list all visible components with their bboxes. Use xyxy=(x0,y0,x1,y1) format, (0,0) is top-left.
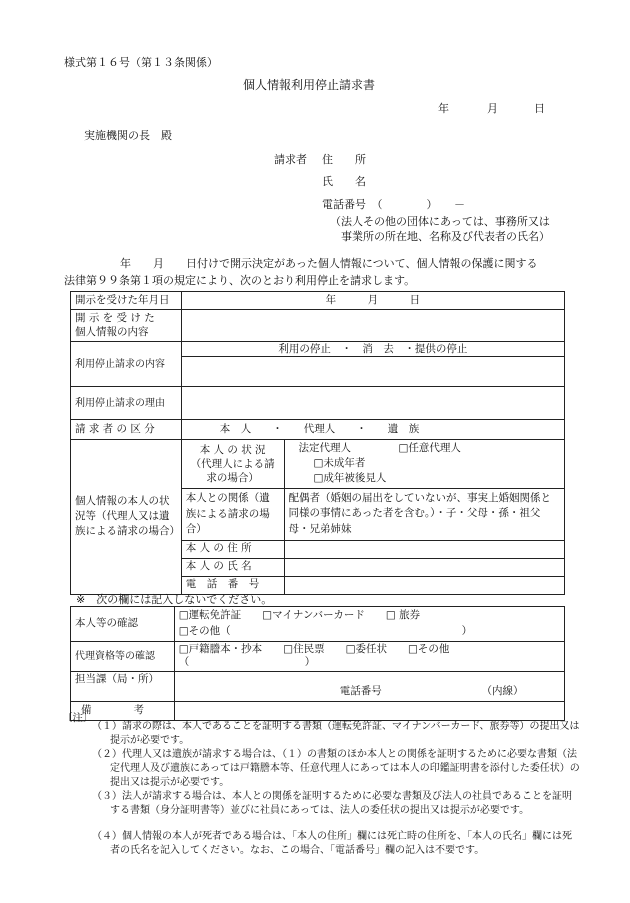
remarks-field xyxy=(174,701,564,720)
note-1: （１）請求の際は、本人であることを証明する書類（運転免許証、マイナンバーカード、旅券等）の提出又は提示が必要です。 xyxy=(92,721,580,746)
addressee: 実施機関の長 殿 xyxy=(84,129,172,142)
requester-address-label: 住 所 xyxy=(322,153,366,166)
note-4: （４）個人情報の本人が死者である場合は、「本人の住所」欄には死亡時の住所を、「本人の氏名」欄には死者の氏名を記入してください。なお、この場合、「電話番号」欄の記入は不要です。 xyxy=(92,831,572,856)
corp-note-line1: （法人その他の団体にあっては、事務所又は xyxy=(330,215,550,228)
remarks-label: 備 考 xyxy=(71,701,175,720)
notes-header: 〔注〕 xyxy=(62,712,94,724)
office-use-table xyxy=(70,606,565,721)
disclosure-date-field[interactable]: 年 月 日 xyxy=(181,292,564,310)
disclosure-date-label: 開示を受けた年月日 xyxy=(71,292,182,310)
note-2: （２）代理人又は遺族が請求する場合は、（１）の書類のほか本人との関係を証明するために必要な書類（法定代理人及び遺族にあっては戸籍謄本等、任意代理人にあっては本人の印鑑証明書を添付した委任状）の提出又は提示が必要です。 xyxy=(92,749,580,788)
adult-guardian-option[interactable]: □成年被後見人 xyxy=(313,472,387,485)
request-content-options[interactable]: 利用の停止 ・ 消 去 ・提供の停止 xyxy=(182,342,564,357)
department-phone: 電話番号 （内線） xyxy=(174,671,564,701)
identity-check-field xyxy=(174,607,564,642)
corp-note-line2: 事業所の所在地、名称及び代表者の氏名） xyxy=(341,230,550,243)
form-number: 様式第１６号（第１３条関係） xyxy=(64,56,218,69)
department-label: 担当課（局・所） xyxy=(71,671,175,701)
identity-options-line1: □運転免許証 □マイナンバーカード □ 旅券 xyxy=(178,609,421,621)
principal-status-field[interactable] xyxy=(284,440,564,489)
requester-name-label: 氏 名 xyxy=(322,175,366,188)
legal-agent-option[interactable]: 法定代理人 xyxy=(298,442,352,454)
form-title: 個人情報利用停止請求書 xyxy=(243,78,376,92)
date-month-label: 月 xyxy=(487,102,498,115)
request-reason-label: 利用停止請求の理由 xyxy=(71,387,182,420)
status-group-label: 個人情報の本人の状況等（代理人又は遺族による請求の場合） xyxy=(71,440,182,595)
principal-address-field[interactable] xyxy=(284,540,564,558)
request-content-field[interactable] xyxy=(181,342,564,387)
voluntary-agent-option[interactable]: □任意代理人 xyxy=(398,442,461,454)
minor-option[interactable]: □未成年者 xyxy=(313,457,366,470)
request-table xyxy=(70,291,565,595)
category-options[interactable]: 本 人 ・ 代理人 ・ 遺 族 xyxy=(181,420,564,440)
disclosed-info-label-line1: 開 示 を 受 け た xyxy=(75,311,155,324)
request-reason-field[interactable] xyxy=(181,387,564,420)
agent-check-options: □戸籍謄本・抄本 □住民票 □委任状 □その他（ ） xyxy=(174,641,564,671)
date-day-label: 日 xyxy=(534,102,545,115)
principal-phone-label: 電 話 番 号 xyxy=(181,576,284,594)
requester-phone-label: 電話番号 （ ） － xyxy=(322,198,465,211)
principal-name-label: 本 人 の 氏 名 xyxy=(181,558,284,576)
principal-status-label: 本 人 の 状 況（代理人による請求の場合） xyxy=(181,440,284,489)
disclosed-info-label xyxy=(71,310,182,342)
date-year-label: 年 xyxy=(438,102,449,115)
principal-address-label: 本 人 の 住 所 xyxy=(181,540,284,558)
requester-label: 請求者 xyxy=(274,153,307,166)
no-entry-note: ※ 次の欄には記入しないでください。 xyxy=(76,593,273,606)
agent-check-label: 代理資格等の確認 xyxy=(71,641,175,671)
request-content-label: 利用停止請求の内容 xyxy=(71,342,182,387)
disclosed-info-field[interactable] xyxy=(181,310,564,342)
principal-phone-field[interactable] xyxy=(284,576,564,594)
relationship-value[interactable]: 配偶者（婚姻の届出をしていないが、事実上婚姻関係と同様の事情にあった者を含む。）・子・父母・孫・祖父母・兄弟姉妹 xyxy=(284,488,564,540)
note-3: （３）法人が請求する場合は、本人との関係を証明するために必要な書類及び法人の社員であることを証明する書類（身分証明書等）並びに社員にあっては、法人の委任状の提出又は提示が必要です。 xyxy=(92,791,572,816)
identity-check-label: 本人等の確認 xyxy=(71,607,175,642)
relationship-label: 本人との関係（遺族による請求の場合） xyxy=(181,488,284,540)
category-label: 請 求 者 の 区 分 xyxy=(71,420,182,440)
intro-line2: 法律第９９条第１項の規定により、次のとおり利用停止を請求します。 xyxy=(64,274,416,287)
principal-name-field[interactable] xyxy=(284,558,564,576)
disclosed-info-label-line2: 個人情報の内容 xyxy=(75,325,149,338)
intro-line1: 年 月 日付けで開示決定があった個人情報について、個人情報の保護に関する xyxy=(120,257,538,270)
identity-options-line2: □その他（ ） xyxy=(178,624,473,637)
